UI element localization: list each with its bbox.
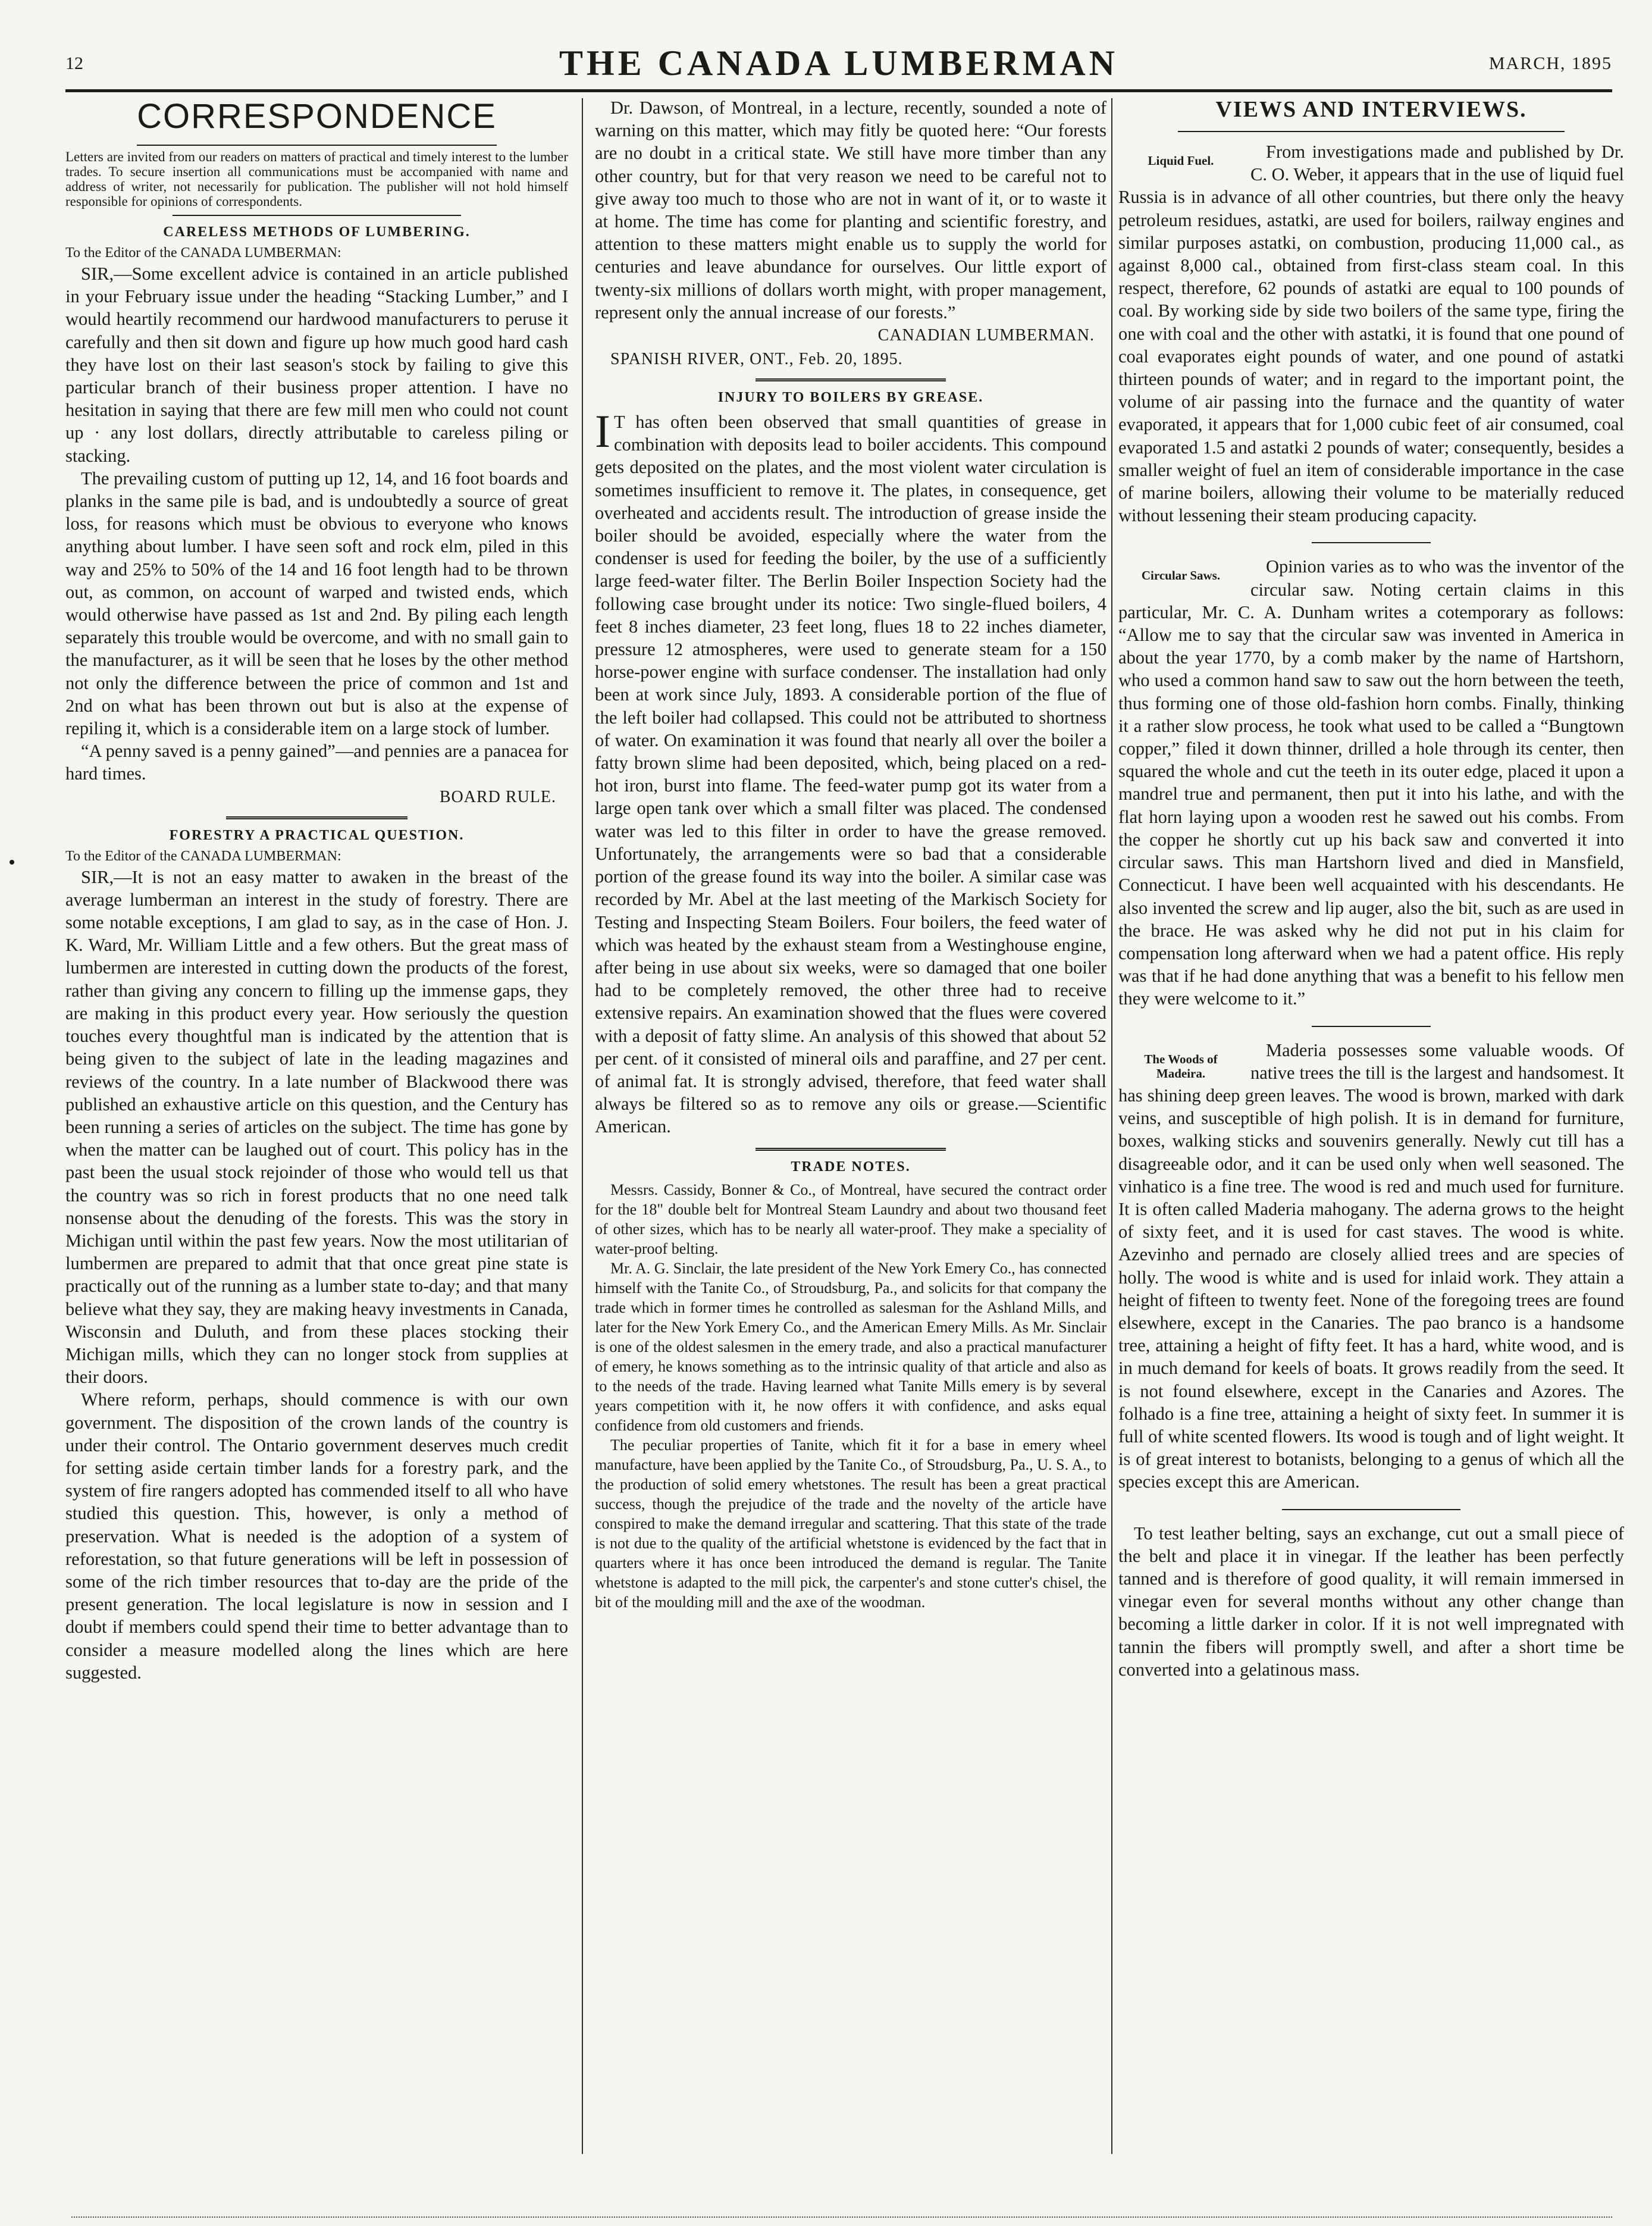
correspondence-notice: Letters are invited from our readers on matters of practical and timely interest to the lumber trades. To secure insertion all communications must be accompanied with name and address of writer, not necessarily for publication. The publisher will not hold himself responsible for opinions of correspondents. [65,149,568,209]
drop-cap: I [595,405,610,458]
trade-heading: TRADE NOTES. [791,1159,911,1175]
boilers-text: T has often been observed that small quantities of grease in combination with deposits lead to boiler accidents. This compound gets deposited on the plates, and the most violent water circulation is sometimes insufficient to remove it. The plates, in consequence, get overheated and accidents result. The introduction of grease inside the boiler should be avoided, especially where the water from the condenser is used for feeding the boiler, by the use of a sufficiently large feed-water filter. The Berlin Boiler Inspection Society had the following case brought under its notice: Two single-flued boilers, 4 feet 8 inches diameter, 23 feet long, flues 18 to 22 inches diameter, pressure 12 atmospheres, were used to generate steam for a 150 horse-power engine with surface condenser. The installation had only been at work since July, 1893. A considerable portion of the flue of the left boiler had collapsed. This could not be attributed to shortness of water. On examination it was found that nearly all over the boiler a fatty brown slime had been deposited, which, being placed on a red-hot iron, burst into flame. The feed-water pump got its water from a large open tank over which a small filter was placed. The condensed water was led to this filter in order to have the grease removed. Unfortunately, the arrangements were so bad that a considerable portion of the grease found its way into the boiler. A similar case was recorded by Mr. Abel at the last meeting of the Markisch Society for Testing and Inspecting Steam Boilers. Four boilers, the feed water of which was heated by the exhaust steam from a Westinghouse engine, after being in use about six weeks, were so damaged that one boiler had to be completely removed, the other three had to receive extensive repairs. An examination showed that the flues were covered with a deposit of fatty slime. An analysis of this showed that about 52 per cent. of it consisted of mineral oils and paraffine, and 27 per cent. of animal fat. It is strongly advised, therefore, that feed water shall always be filtered so as to remove any oils or grease.—Scientific American. [595,412,1106,1137]
page-mark [10,860,14,865]
column-3 [1118,96,1624,1681]
divider [1178,131,1565,132]
column-divider-2 [1111,98,1112,2154]
masthead [65,43,1612,84]
masthead-rule [65,89,1612,92]
divider [1312,542,1431,543]
circular-saws-text: Opinion varies as to who was the inventor of the circular saw. Noting certain claims in this particular, Mr. C. A. Dunham writes a cotemporary as follows: “Allow me to say that the circular saw was invented in America in about the year 1770, by a comb maker by the name of Hartshorn, who used a common hand saw to saw out the horn between the teeth, thus forming one of those old-fashion horn combs. Finally, thinking it a rather slow process, he took what used to be called a “Bungtown copper,” filed it down thinner, drilled a hole through its center, then squared the whole and cut the teeth in its outer edge, placed it upon a mandrel true and permanent, then put it into his lathe, and with the flat horn laying upon a wooden rest he sawed out his combs. From the copper he shortly cut up his back saw and converted it into circular saws. This man Hartshorn lived and died in Mansfield, Connecticut. I have been well acquainted with his descendants. He also invented the screw and lip auger, also the bit, such as are used in the brace. He was asked why he did not put in his claim for compensation long afterward when we had a patent office. His reply was that if he had done anything that was a benefit to his fellow men they were welcome to it.” [1118,556,1624,1009]
circular-saws-item [1118,555,1624,1010]
careless-paragraph: The prevailing custom of putting up 12, 14, and 16 foot boards and planks in the same pile is bad, and is undoubtedly a source of great loss, for reasons which must be obvious to everyone who knows anything about lumber. I have seen soft and rock elm, piled in this way and 25% to 50% of the 14 and 16 foot length had to be thrown out, as common, on account of warped and twisted ends, which would otherwise have passed as 1st and 2nd. By piling each length separately this trouble would be overcome, and with no small gain to the manufacturer, as it will be seen that he loses by the other method not only the difference between the price of common and 1st and 2nd on what has been thrown out but is also at the expense of repiling it, which is a considerable item on a large stock of lumber. [65,468,568,739]
liquid-fuel-item [1118,140,1624,527]
divider [1312,1026,1431,1027]
divider [756,378,946,381]
forestry-paragraph: SIR,—It is not an easy matter to awaken in the breast of the average lumberman an interest in the study of forestry. There are some notable exceptions, I am glad to say, as in the case of Hon. J. K. Ward, Mr. William Little and a few others. But the great mass of lumbermen are interested in cutting down the products of the forest, rather than giving any concern to filling up the immense gaps, they are making in this product every year. How seriously the question touches every thoughtful man is indicated by the attention that is being given to the subject of late in the leading magazines and reviews of the country. In a late number of Blackwood there was published an exhaustive article on this question, and the Century has been running a series of articles on the subject. The time has gone by when the matter can be laughed out of court. This policy has in the past been the usual stock rejoinder of those who would tell us that the country was so rich in forest products that no one need talk nonsense about the denuding of the forests. This was the story in Michigan until within the past few years. Now the most utilitarian of lumbermen are prepared to admit that that once great pine state is practically out of the running as a lumber state to-day; and that many believe what they say, they are making heavy investments in Canada, Wisconsin and Duluth, and from these places stocking their Michigan mills, which they can no longer stock from supplies at their doors. [65,866,568,1388]
boilers-heading: INJURY TO BOILERS BY GREASE. [717,390,984,406]
careless-signature: BOARD RULE. [439,787,556,806]
newspaper-title: THE CANADA LUMBERMAN [559,43,1119,83]
page-bottom-rule [71,2216,1612,2218]
divider [1282,1509,1460,1510]
forestry-paragraph: Dr. Dawson, of Montreal, in a lecture, recently, sounded a note of warning on this matter, which may fitly be quoted here: “Our forests are no doubt in a critical state. We still have more timber than any other country, but for that very reason we need to be careful not to give away too much to those who are not in want of it, or to waste it at home. The time has come for planting and scientific forestry, and attention to these matters might enable us to supply the world for centuries and leave abundance for ourselves. Our little export of twenty-six millions of dollars worth might, with proper management, represent only the annual increase of our forests.” [595,98,1106,323]
liquid-fuel-text: From investigations made and published by Dr. C. O. Weber, it appears that in the use of liquid fuel Russia is in advance of all other countries, but there only the heavy petroleum residues, astatki, are used for boilers, railway engines and similar purposes astatki, on combustion, producing 11,000 cal., as against 8,000 cal., obtained from first-class steam coal. In this respect, therefore, 62 pounds of astatki are equal to 100 pounds of coal. By working side by side two boilers of the same type, firing the one with coal and the other with astatki, it is found that one pound of coal evaporates eight pounds of water, and one pound of astatki thirteen pounds of water; and in regard to the important point, the volume of air passing into the furnace and the quantity of water evaporated, it appears that for 1,000 cubic feet of air consumed, coal evaporated 1.5 and astatki 2 pounds of water; consequently, besides a smaller weight of fuel an item of considerable importance in the case of marine boilers, allowing their volume to be materially reduced without lessening their steam producing capacity. [1118,142,1624,526]
madeira-sidehead: The Woods of Madeira. [1144,1051,1218,1081]
page-number: 12 [65,54,83,73]
forestry-heading: FORESTRY A PRACTICAL QUESTION. [169,827,465,843]
forestry-paragraph: Where reform, perhaps, should commence is with our own government. The disposition of the crown lands of the country is under their control. The Ontario government deserves much credit for setting aside certain timber lands for a forestry park, and the system of fire rangers adopted has commended itself to all who have studied this question. This, however, is only a method of preservation. What is needed is the adoption of a system of reforestation, so that future generations will be left in possession of some of the rich timber resources that to-day are the pride of the present generation. The local legislature is now in session and I doubt if members could spend their time to better advantage than to consider a measure modelled along the lines which are here suggested. [65,1389,568,1683]
column-2 [595,96,1106,1612]
madeira-item [1118,1039,1624,1494]
trade-paragraph: The peculiar properties of Tanite, which fit it for a base in emery wheel manufacture, have been applied by the Tanite Co., of Stroudsburg, Pa., U. S. A., to the production of solid emery whetstones. The result has been a great practical success, though the prejudice of the trade and the novelty of the article have conspired to make the demand irregular and scattering. That this state of the trade is not due to the quality of the artificial whetstone is evidenced by the fact that in quarters where it has once been introduced the demand is regular. The Tanite whetstone is adapted to the mill pick, the carpenter's and stone cutter's chisel, the bit of the moulding mill and the axe of the woodman. [595,1436,1106,1611]
issue-date: MARCH, 1895 [1488,54,1612,73]
trade-paragraph: Messrs. Cassidy, Bonner & Co., of Montreal, have secured the contract order for the 18" double belt for Montreal Steam Laundry and about two thousand feet of other sizes, which has to be nearly all water-proof. They make a speciality of water-proof belting. [595,1181,1106,1257]
column-1 [65,96,568,1684]
careless-paragraph: SIR,—Some excellent advice is contained in an article published in your February issue under the heading “Stacking Lumber,” and I would heartily recommend our hardwood manufacturers to peruse it carefully and then sit down and figure up how much good hard cash they have lost on their last season's stock by failing to give this particular branch of their business proper attention. I have no hesitation in saying that there are few mill men who could not count up · any lost dollars, directly attributable to careless piling or stacking. [65,264,568,466]
divider [173,215,461,216]
column-divider-1 [582,98,583,2154]
forestry-signature: CANADIAN LUMBERMAN. [877,326,1095,345]
divider [756,1148,946,1151]
divider [226,816,407,819]
careless-paragraph: “A penny saved is a penny gained”—and pennies are a panacea for hard times. [65,741,568,784]
trade-paragraph: Mr. A. G. Sinclair, the late president of the New York Emery Co., has connected himself with the Tanite Co., of Stroudsburg, Pa., and solicits for that company the trade which in former times he controlled as salesman for the Ashland Mills, and later for the New York Emery Co., and the American Emery Mills. As Mr. Sinclair is one of the oldest salesmen in the emery trade, and also a practical manufacturer of emery, he knows something as to the intrinsic quality of that article and also as to the needs of the trade. Having learned what Tanite Mills emery is by several years competition with it, he now offers it with confidence, and asks equal confidence from old customers and friends. [595,1259,1106,1434]
correspondence-heading: CORRESPONDENCE [137,97,497,136]
forestry-salutation: To the Editor of the CANADA LUMBERMAN: [65,848,341,864]
views-heading: VIEWS AND INTERVIEWS. [1215,97,1527,122]
careless-salutation: To the Editor of the CANADA LUMBERMAN: [65,245,341,261]
circular-saws-sidehead: Circular Saws. [1141,568,1221,583]
madeira-text: Maderia possesses some valuable woods. Of native trees the till is the largest and handsomest. It has shining deep green leaves. The wood is brown, marked with dark veins, and susceptible of high polish. It is in demand for furniture, boxes, walking sticks and souvenirs generally. Newly cut till has a disagreeable odor, and it can be used only when well seasoned. The vinhatico is a fine tree. The wood is red and much used for furniture. It is often called Maderia mahogany. The aderna grows to the height of sixty feet, and it is used for cast staves. The wood is white. Azevinho and pernado are closely allied trees and are species of holly. The wood is white and is used for inlaid work. They attain a height of fifteen to twenty feet. None of the foregoing trees are found elsewhere, except in the Canaries. The pao branco is a handsome tree, attaining a height of fifty feet. It has a hard, white wood, and is in much demand for keels of boats. It grows readily from the seed. It is not found elsewhere, except in the Canaries and Azores. The folhado is a fine tree, attaining a height of sixty feet. In summer it is full of white scented flowers. Its wood is tough and of light weight. It is of great interest to botanists, belonging to a genus of which all the species except this are American. [1118,1040,1624,1492]
divider [137,145,497,146]
leather-text: To test leather belting, says an exchange, cut out a small piece of the belt and place it in vinegar. If the leather has been perfectly tanned and is therefore of good quality, it will remain immersed in vinegar even for several months without any other change than becoming a little darker in color. If it is not well impregnated with tannin the fibers will promptly swell, and after a short time be converted into a gelatinous mass. [1118,1523,1624,1680]
liquid-fuel-sidehead: Liquid Fuel. [1148,154,1214,168]
boilers-paragraph [595,405,1106,1138]
forestry-dateline: SPANISH RIVER, ONT., Feb. 20, 1895. [610,350,903,369]
careless-heading: CARELESS METHODS OF LUMBERING. [163,224,471,240]
